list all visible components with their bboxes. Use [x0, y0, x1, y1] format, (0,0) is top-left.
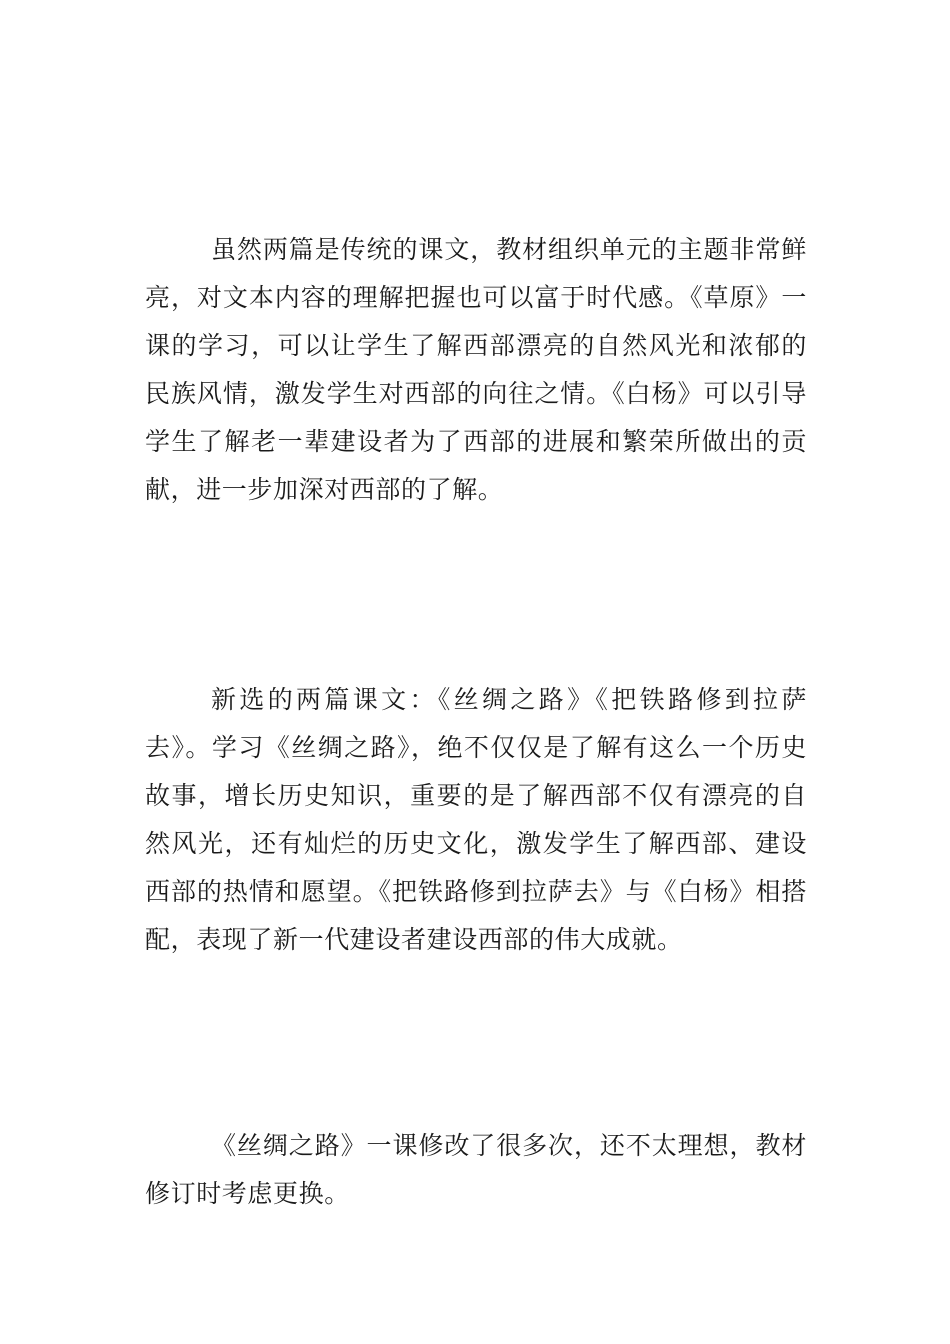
paragraph-grassland-poplar: 虽然两篇是传统的课文，教材组织单元的主题非常鲜亮，对文本内容的理解把握也可以富于时代感。《草原》一课的学习，可以让学生了解西部漂亮的自然风光和浓郁的民族风情，激发学生对西部的向往之情。《白杨》可以引导学生了解老一辈建设者为了西部的进展和繁荣所做出的贡献，进一步加深对西部的了解。 — [145, 235, 807, 504]
paragraph-new-texts: 新选的两篇课文：《丝绸之路》《把铁路修到拉萨去》。学习《丝绸之路》，绝不仅仅是了解有这么一个历史故事，增长历史知识，重要的是了解西部不仅有漂亮的自然风光，还有灿烂的历史文化，激发学生了解西部、建设西部的热情和愿望。《把铁路修到拉萨去》与《白杨》相搭配，表现了新一代建设者建设西部的伟大成就。 — [145, 685, 807, 954]
paragraph-silk-road-revision: 《丝绸之路》一课修改了很多次，还不太理想，教材修订时考虑更换。 — [145, 1131, 807, 1208]
